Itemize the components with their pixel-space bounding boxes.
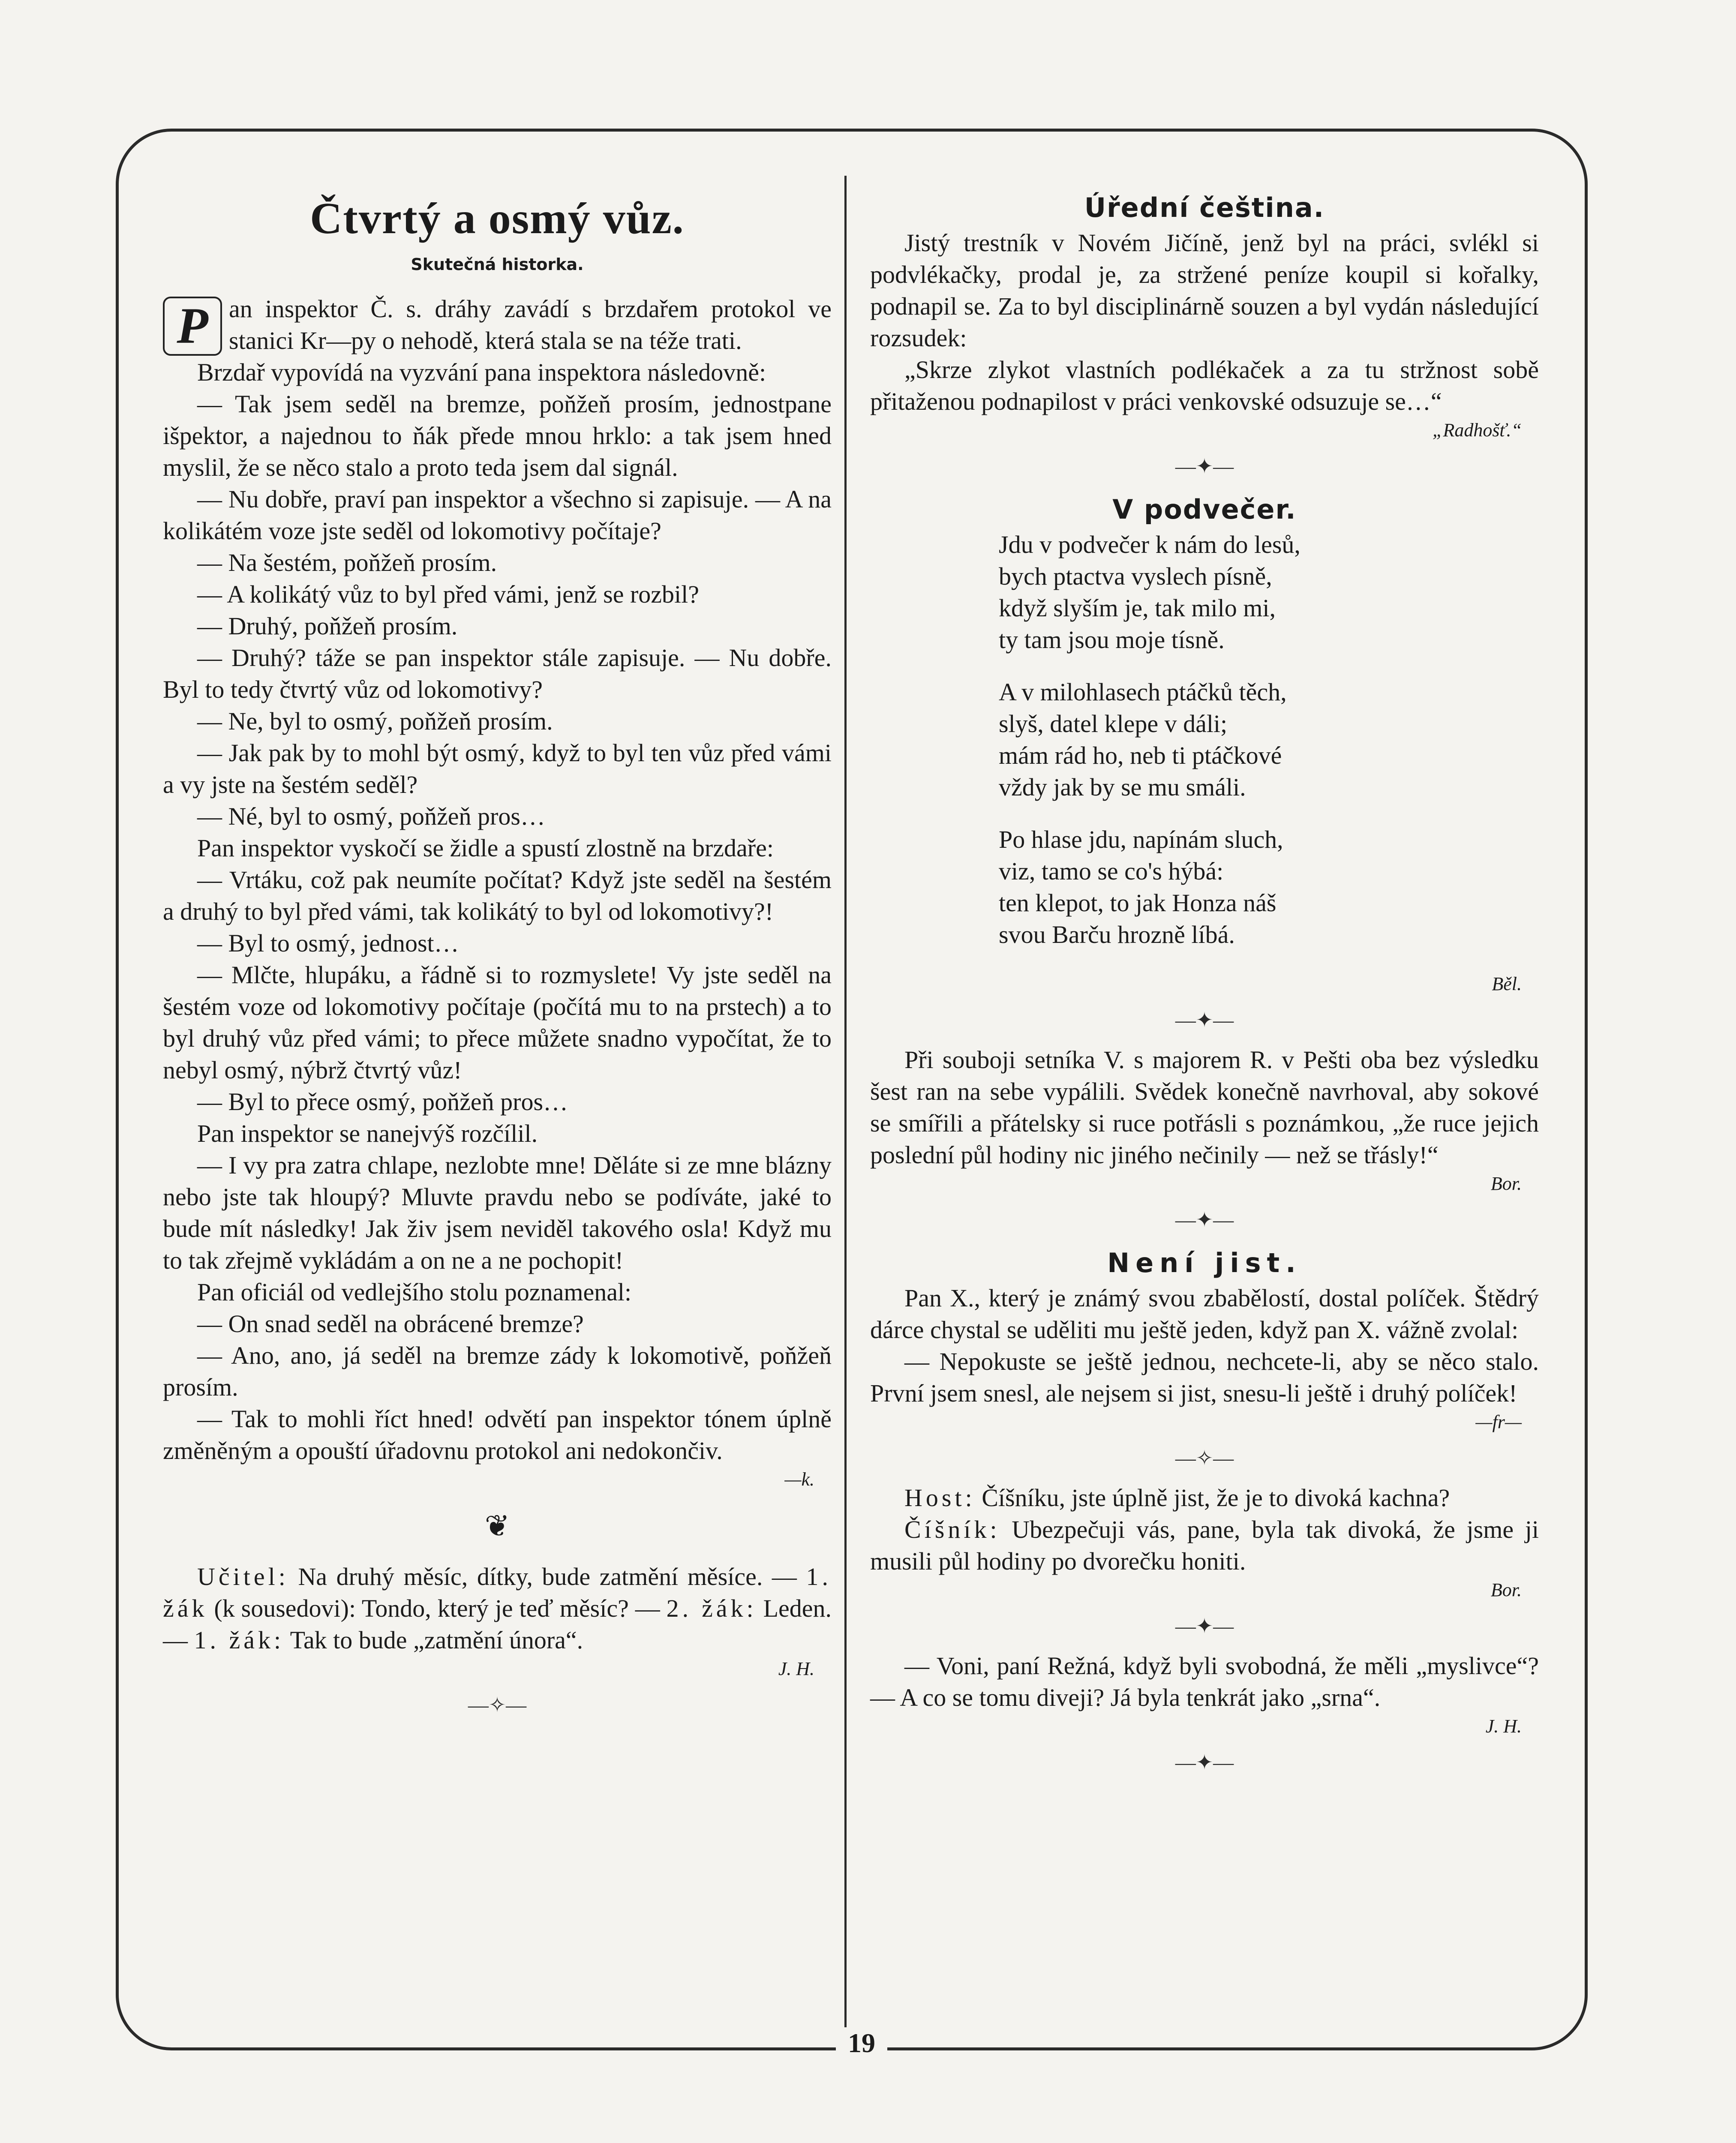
poem-title: V podvečer. <box>1112 494 1297 525</box>
rezna-signature: J. H. <box>1485 1716 1522 1737</box>
story-signature: —k. <box>784 1469 814 1490</box>
joke-paragraph: Učitel: Na druhý měsíc, dítky, bude zatmění měsíce. — 1. žák (k sousedovi): Tondo, který je teď měsíc? — 2. žák: Leden. — 1. žák: Tak to bude „zatmění února“. <box>163 1563 832 1654</box>
poem-line: Po hlase jdu, napínám sluch, <box>999 825 1283 853</box>
poem-signature: Běl. <box>1492 973 1522 994</box>
story-paragraph: — Druhý? táže se pan inspektor stále zapisuje. — Nu dobře. Byl to tedy čtvrtý vůz od lokomotivy? <box>163 644 832 703</box>
duel-paragraph: Při souboji setníka V. s majorem R. v Pešti oba bez výsledku šest ran na sebe vypálili. Svědek konečně navrhoval, aby sokové se smířili a přátelsky si ruce potřásli s poznámkou, „že ruce jejich poslední půl hodiny nic jiného nečinily — než se třásly!“ <box>870 1046 1539 1169</box>
poem-line: ten klepot, to jak Honza náš <box>999 889 1276 917</box>
story-paragraph: — Tak jsem seděl na bremze, poňžeň prosím, jednostpane išpektor, a najednou to ňák přede mnou hrklo: a tak jsem hned myslil, že se něco stalo a proto teda jsem dal signál. <box>163 390 832 481</box>
host-paragraph: Host: Číšníku, jste úplně jist, že je to divoká kachna? <box>904 1484 1450 1512</box>
uredni-quote: „Skrze zlykot vlastních podlékaček a za tu stržnost sobě přitaženou podnapilost v práci venkovské odsuzuje se…“ <box>870 356 1539 415</box>
neni-paragraph: Pan X., který je známý svou zbabělostí, dostal políček. Štědrý dárce chystal se uděliti mu ještě jeden, když pan X. vážně zvolal: <box>870 1284 1539 1344</box>
poem-line: slyš, datel klepe v dáli; <box>999 710 1228 738</box>
dropcap-letter: P <box>163 297 222 356</box>
neni-paragraph: — Nepokuste se ještě jednou, nechcete-li, aby se něco stalo. První jsem snesl, ale nejsem si jist, snesu-li ještě i druhý políček! <box>870 1348 1539 1407</box>
duel-signature: Bor. <box>1490 1173 1522 1194</box>
host-signature: Bor. <box>1490 1579 1522 1600</box>
story-paragraph: — Ne, byl to osmý, poňžeň prosím. <box>197 707 553 735</box>
rezna-paragraph: — Voni, paní Režná, když byli svobodná, že měli „myslivce“? — A co se tomu diveji? Já byla tenkrát jako „srna“. <box>870 1652 1539 1711</box>
story-paragraph: — I vy pra zatra chlape, nezlobte mne! Děláte si ze mne blázny nebo jste tak hloupý? Mluvte pravdu nebo se podíváte, jaké to bude mít následky! Jak živ jsem neviděl takového osla! Když mu to tak zřejmě vykládám a on ne a ne pochopit! <box>163 1151 832 1274</box>
story-paragraph: — A kolikátý vůz to byl před vámi, jenž se rozbil? <box>197 580 700 608</box>
left-column <box>163 189 832 1729</box>
story-paragraph: Pan oficiál od vedlejšího stolu poznamenal: <box>197 1278 632 1306</box>
story-paragraph: Pan inspektor vyskočí se židle a spustí zlostně na brzdaře: <box>197 834 774 862</box>
poem-line: ty tam jsou moje tísně. <box>999 626 1225 654</box>
neni-title: Není jist. <box>1107 1247 1302 1279</box>
poem-line: bych ptactva vyslech písně, <box>999 562 1272 590</box>
poem-stanza <box>999 676 1539 803</box>
ornament-divider: —✧— <box>1175 1447 1234 1470</box>
story-paragraph: — Byl to osmý, jednost… <box>197 929 459 957</box>
story-paragraph: — Ano, ano, já seděl na bremze zády k lokomotivě, poňžeň prosím. <box>163 1342 832 1401</box>
story-paragraph: — Vrtáku, což pak neumíte počítat? Když jste seděl na šestém a druhý to byl před vámi, tak kolikátý to byl od lokomotivy?! <box>163 866 832 925</box>
page-number: 19 <box>836 2027 887 2059</box>
ornament-divider: —✦— <box>1175 1615 1234 1638</box>
uredni-paragraph: Jistý trestník v Novém Jičíně, jenž byl na práci, svlékl si podvlékačky, prodal je, za stržené peníze koupil si kořalky, podnapil se. Za to byl disciplinárně souzen a byl vydán následující rozsudek: <box>870 229 1539 352</box>
poem-line: mám rád ho, neb ti ptáčkové <box>999 741 1282 769</box>
host-paragraph: Číšník: Ubezpečuji vás, pane, byla tak divoká, že jsme ji musili půl hodiny po dvorečku honiti. <box>870 1516 1539 1575</box>
poem-line: vždy jak by se mu smáli. <box>999 773 1246 801</box>
story-paragraph: P an inspektor Č. s. dráhy zavádí s brzdařem protokol ve stanici Kr—py o nehodě, která stala se na téže trati. <box>163 293 832 357</box>
story-paragraph: — Né, byl to osmý, poňžeň pros… <box>197 802 545 830</box>
poem-line: Jdu v podvečer k nám do lesů, <box>999 531 1300 558</box>
story-paragraph: — Tak to mohli říct hned! odvětí pan inspektor tónem úplně změněným a opouští úřadovnu protokol ani nedokončiv. <box>163 1405 832 1465</box>
joke-signature: J. H. <box>778 1658 814 1679</box>
ornament-divider: —✦— <box>1175 1209 1234 1231</box>
story-subtitle: Skutečná historka. <box>411 255 584 274</box>
story-paragraph: — Nu dobře, praví pan inspektor a všechno si zapisuje. — A na kolikátém voze jste seděl od lokomotivy počítaje? <box>163 485 832 545</box>
poem-body <box>999 529 1539 951</box>
story-paragraph: — Na šestém, poňžeň prosím. <box>197 549 497 576</box>
poem-line: když slyším je, tak milo mi, <box>999 594 1276 622</box>
story-paragraph: — Byl to přece osmý, poňžeň pros… <box>197 1088 568 1116</box>
poem-stanza <box>999 529 1539 656</box>
story-paragraph: — Mlčte, hlupáku, a řádně si to rozmyslete! Vy jste seděl na šestém voze od lokomotivy počítaje (počítá mu to na prstech) a to byl druhý vůz před vámi; to přece můžete snadno vypočítat, že to nebyl osmý, nýbrž čtvrtý vůz! <box>163 961 832 1084</box>
ornament-divider: —✦— <box>1175 455 1234 478</box>
poem-line: svou Barču hrozně líbá. <box>999 921 1235 948</box>
story-paragraph: — Druhý, poňžeň prosím. <box>197 612 458 640</box>
story-paragraph: — Jak pak by to mohl být osmý, když to byl ten vůz před vámi a vy jste na šestém seděl? <box>163 739 832 798</box>
ornament-divider: —✧— <box>468 1694 527 1717</box>
story-paragraph: Brzdař vypovídá na vyzvání pana inspektora následovně: <box>197 358 766 386</box>
uredni-signature: „Radhošť.“ <box>1433 420 1522 441</box>
story-title: Čtvrtý a osmý vůz. <box>310 194 685 243</box>
story-paragraph: — On snad seděl na obrácené bremze? <box>197 1310 584 1338</box>
column-divider <box>844 176 847 2040</box>
ornament-divider: ❦ <box>484 1510 510 1543</box>
uredni-title: Úřední čeština. <box>1084 192 1325 223</box>
poem-line: viz, tamo se co's hýbá: <box>999 857 1224 885</box>
poem-line: A v milohlasech ptáčků těch, <box>999 678 1287 706</box>
ornament-divider: —✦— <box>1175 1751 1234 1774</box>
ornament-divider: —✦— <box>1175 1009 1234 1032</box>
right-column <box>870 189 1539 1786</box>
story-paragraph: Pan inspektor se nanejvýš rozčílil. <box>197 1120 538 1147</box>
poem-stanza <box>999 824 1539 951</box>
neni-signature: —fr— <box>1475 1411 1522 1432</box>
